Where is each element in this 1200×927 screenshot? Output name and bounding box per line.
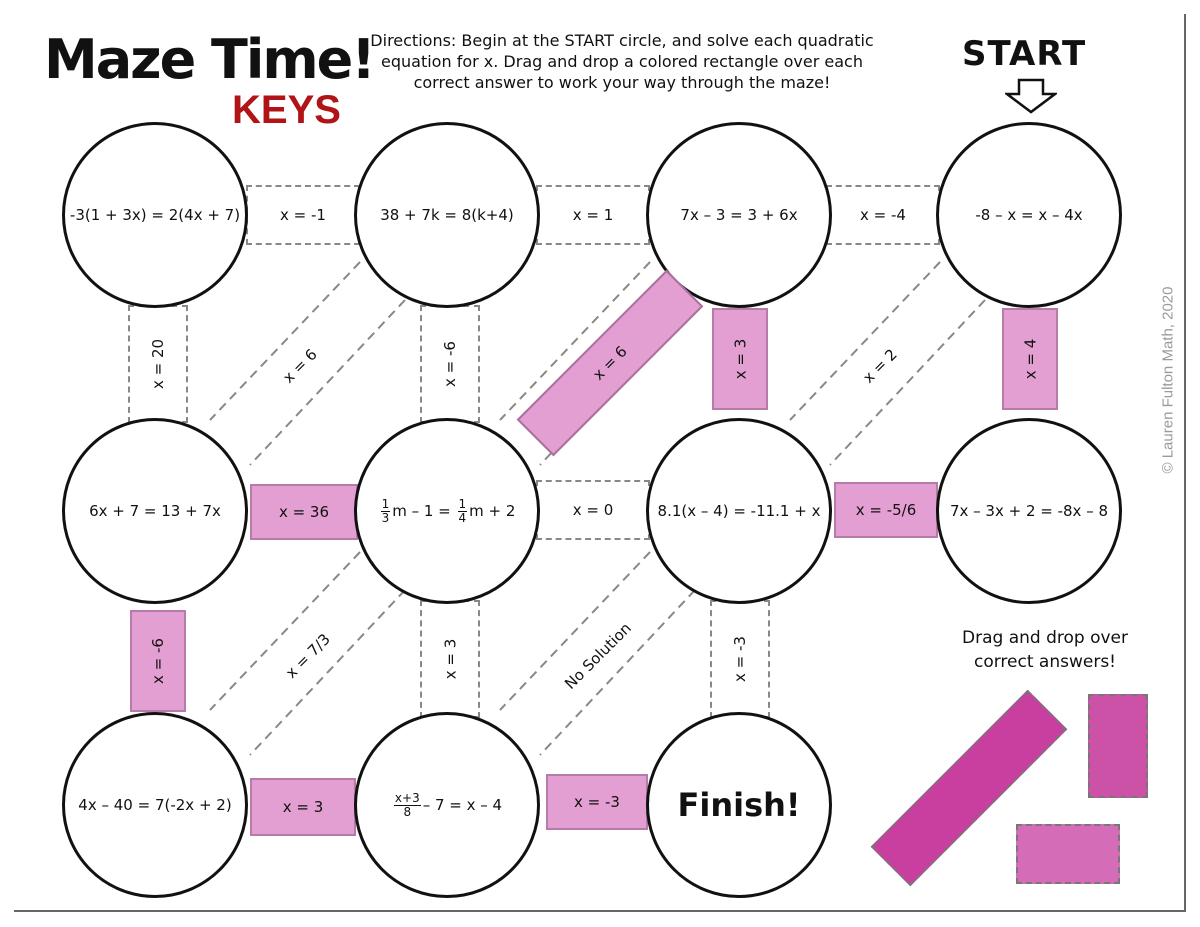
equation-text: 7x – 3 = 3 + 6x [680,206,798,224]
answer-box-c2-12[interactable] [420,305,480,423]
fraction-denominator: 8 [403,804,412,819]
finish-circle [646,712,832,898]
answer-label: x = -6 [441,341,459,387]
directions-text: Directions: Begin at the START circle, and solve each quadratic equation for x. Drag and drop a colored rectangle over each correct answer to work your way through the maze! [370,31,874,92]
equation-text [379,498,516,525]
equation-text: 7x – 3x + 2 = -8x – 8 [949,502,1109,520]
equation-circle-r2c2 [354,418,540,604]
answer-label-diag-r23-32: No Solution [561,619,635,693]
answer-label: x = 36 [278,503,330,521]
drag-instructions-line1: Drag and drop over [962,628,1128,648]
equation-circle-r1c4-start [936,122,1122,308]
answer-box-r3-12-filled[interactable] [250,778,356,836]
equation-circle-r2c1 [62,418,248,604]
answer-box-r2-12-filled[interactable] [250,484,358,540]
fraction [381,498,391,525]
answer-box-c3-23[interactable] [710,600,770,718]
fraction-denominator: 4 [458,510,467,525]
equation-text: 4x – 40 = 7(-2x + 2) [78,796,232,814]
fraction-denominator: 3 [381,510,390,525]
equation-part: m – 1 = [392,501,451,520]
equation-text: -3(1 + 3x) = 2(4x + 7) [69,206,241,224]
fraction [458,498,468,525]
answer-label: x = -5/6 [855,501,917,519]
answer-label: x = 3 [731,338,749,380]
answer-box-r2-23[interactable] [536,480,650,540]
equation-circle-r1c1 [62,122,248,308]
keys-label: KEYS [232,88,341,132]
answer-box-r3-23-filled[interactable] [546,774,648,830]
answer-label-diag-r12-43: x = 2 [859,345,901,387]
drag-instructions [930,626,1160,674]
equation-text: 8.1(x – 4) = -11.1 + x [657,502,821,520]
fraction-numerator: 1 [458,496,467,511]
answer-box-r1-34[interactable] [826,185,940,245]
fraction-numerator: 1 [381,496,390,511]
equation-part: m + 2 [469,501,516,520]
equation-text: -8 – x = x – 4x [975,206,1083,224]
draggable-horizontal-piece[interactable] [1016,824,1120,884]
equation-text: 6x + 7 = 13 + 7x [89,502,221,520]
answer-box-c1-23-filled[interactable] [130,610,186,712]
answer-box-c1-12[interactable] [128,305,188,423]
equation-text: 38 + 7k = 8(k+4) [380,206,514,224]
answer-label: x = 1 [572,206,614,224]
answer-label: x = 20 [148,338,167,390]
answer-label: x = 6 [589,342,631,384]
answer-label-diag-r23-21: x = 7/3 [282,630,334,682]
worksheet-title: Maze Time! [44,28,374,91]
equation-circle-r2c4 [936,418,1122,604]
answer-label: x = -6 [149,638,167,684]
answer-label-diag-r12-21: x = 6 [279,345,321,387]
equation-part: – 7 = x – 4 [422,795,503,814]
answer-label: x = 3 [441,638,459,680]
fraction-numerator: x+3 [394,790,420,805]
start-label: START [962,34,1087,74]
answer-box-r1-12[interactable] [246,185,360,245]
equation-circle-r1c2 [354,122,540,308]
answer-box-c4-12-filled[interactable] [1002,308,1058,410]
answer-label: x = 3 [282,798,324,816]
answer-label: x = 0 [572,501,614,519]
answer-label: x = -4 [860,206,906,224]
answer-box-c2-23[interactable] [420,600,480,718]
equation-circle-r3c2 [354,712,540,898]
answer-label: x = -1 [280,206,326,224]
finish-label: Finish! [677,786,801,824]
answer-label: x = -3 [731,636,749,682]
equation-text [392,792,502,819]
copyright-text: © Lauren Fulton Math, 2020 [1159,286,1177,474]
answer-label: x = -3 [574,793,620,811]
drag-instructions-line2: correct answers! [973,652,1116,672]
equation-circle-r2c3 [646,418,832,604]
answer-box-r1-23[interactable] [536,185,650,245]
answer-box-r2-34-filled[interactable] [834,482,938,538]
draggable-vertical-piece[interactable] [1088,694,1148,798]
equation-circle-r3c1 [62,712,248,898]
start-arrow-icon [1005,78,1057,114]
answer-label: x = 4 [1021,338,1039,380]
fraction [394,792,421,819]
answer-box-c3-12-filled[interactable] [712,308,768,410]
